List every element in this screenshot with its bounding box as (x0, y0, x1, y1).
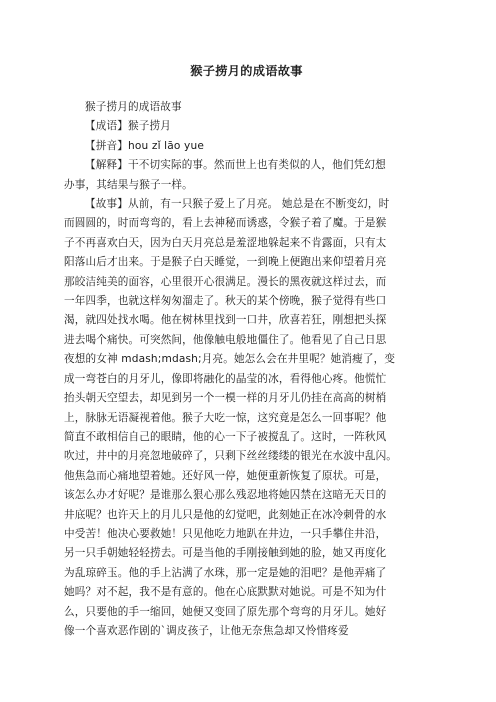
text-line: 阳落山后才出来。于是猴子白天睡觉，一到晚上便跑出来仰望着月亮 (64, 256, 387, 269)
text-line: 么，只要他的手一缩回，她便又变回了原先那个弯弯的月牙儿。她好 (64, 605, 387, 618)
text-line: 简直不敢相信自己的眼睛，他的心一下子被搅乱了。这时，一阵秋风 (64, 430, 387, 443)
text-line: 办事，其结果与猴子一样。 (64, 178, 193, 191)
text-line: 【解释】干不切实际的事。然而世上也有类似的人，他们凭幻想 (85, 159, 386, 172)
text-line: 井底呢？也许天上的月儿只是他的幻觉吧，此刻她正在冰冷刺骨的水 (64, 508, 387, 521)
text-line: 【拼音】hou zǐ lāo yue (85, 139, 205, 152)
text-line: 像一个喜欢恶作剧的`调皮孩子，让他无奈焦急却又怜惜疼爱 (64, 624, 349, 637)
document-body (64, 98, 429, 641)
text-line: 上，脉脉无语凝视着他。猴子大吃一惊，这究竟是怎么一回事呢？他 (64, 411, 387, 424)
text-line: 中受苦！他决心要救她！只见他吃力地趴在井边，一只手攀住井沿， (64, 527, 387, 540)
text-line: 该怎么办才好呢？是谁那么狠心那么残忍地将她囚禁在这暗无天日的 (64, 489, 387, 502)
text-line: 她吗？对不起，我不是有意的。他在心底默默对她说。可是不知为什 (64, 586, 387, 599)
text-line: 他焦急而心痛地望着她。还好风一停，她便重新恢复了原状。可是， (64, 469, 387, 482)
text-line: 子不再喜欢白天，因为白天月亮总是羞涩地躲起来不肯露面，只有太 (64, 236, 387, 249)
text-line: 【成语】猴子捞月 (85, 120, 171, 133)
text-line: 【故事】从前，有一只猴子爱上了月亮。 她总是在不断变幻，时 (85, 198, 390, 211)
text-line: 抬头朝天空望去，却见到另一个一模一样的月牙儿仍挂在高高的树梢 (64, 392, 387, 405)
text-line: 一年四季，也就这样匆匆溜走了。秋天的某个傍晚，猴子觉得有些口 (64, 295, 387, 308)
text-line: 而圆圆的，时而弯弯的，看上去神秘而诱惑，令猴子着了魔。于是猴 (64, 217, 387, 230)
text-line: 另一只手朝她轻轻捞去。可是当他的手刚接触到她的脸，她又再度化 (64, 547, 387, 560)
text-line: 渴，就四处找水喝。他在树林里找到一口井，欣喜若狂，刚想把头探 (64, 314, 387, 327)
text-line: 为乱琼碎玉。他的手上沾满了水珠，那一定是她的泪吧？是他弄痛了 (64, 566, 387, 579)
text-line: 吹过，井中的月亮忽地破碎了，只剩下丝丝缕缕的银光在水波中乱闪。 (64, 450, 398, 463)
text-line: 猴子捞月的成语故事 (85, 101, 182, 113)
text-line: 进去喝个痛快。可突然间，他像触电般地僵住了。他看见了自己日思 (64, 333, 387, 346)
text-line: 夜想的女神 mdash;mdash;月亮。她怎么会在井里呢？她消瘦了，变 (64, 353, 396, 366)
document-title: 猴子捞月的成语故事 (190, 64, 303, 78)
text-line: 成一弯苍白的月牙儿，像即将融化的晶莹的冰，看得他心疼。他慌忙 (64, 372, 387, 385)
text-line: 那皎洁纯美的面容，心里很开心很满足。漫长的黑夜就这样过去，而 (64, 275, 387, 288)
